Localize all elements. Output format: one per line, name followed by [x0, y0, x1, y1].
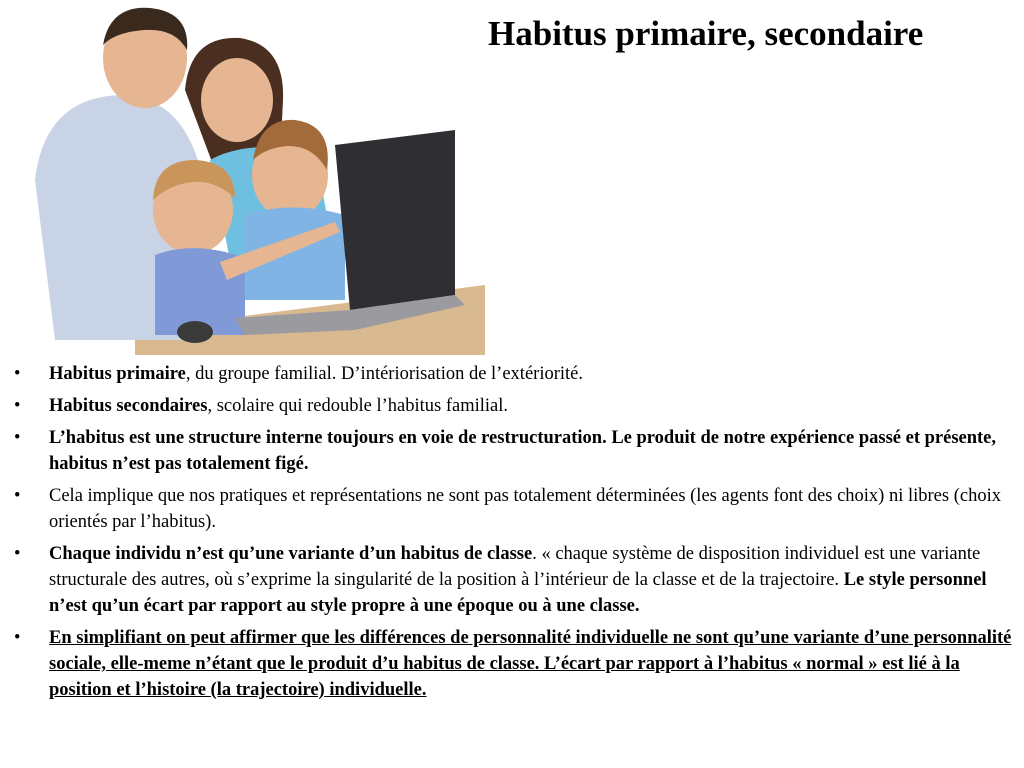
bullet-text: , du groupe familial. D’intériorisation de l’extériorité.	[185, 364, 583, 384]
bullet-list	[14, 361, 1014, 709]
bullet-item	[14, 425, 1014, 477]
bullet-item	[14, 393, 1014, 419]
bullet-item	[14, 625, 1014, 703]
bullet-underlined-text: En simplifiant on peut affirmer que les différences de personnalité individuelle ne sont qu’une variante d’une personnalité sociale, elle-meme n’étant que le produit d’u habitus de classe. L’écart par rapport à l’habitus « normal » est lié à la position et l’histoire (la trajectoire) individuelle.	[49, 628, 1012, 700]
family-laptop-photo-icon	[15, 0, 485, 355]
bullet-bold-text: Chaque individu n’est qu’une variante d’un habitus de classe	[49, 544, 533, 564]
bullet-item	[14, 541, 1014, 619]
bullet-marker: •	[14, 544, 21, 564]
bullet-text: Cela implique que nos pratiques et représentations ne sont pas totalement déterminées (les agents font des choix) ni libres (choix orientés par l’habitus).	[49, 486, 1001, 532]
bullet-marker: •	[14, 396, 21, 416]
bullet-bold-text: L’habitus est une structure interne toujours en voie de restructuration. Le produit de notre expérience passé et présente, habitus n’est pas totalement figé.	[49, 428, 997, 474]
bullet-item	[14, 483, 1014, 535]
bullet-marker: •	[14, 486, 21, 506]
bullet-item	[14, 361, 1014, 387]
bullet-marker: •	[14, 628, 21, 648]
bullet-marker: •	[14, 428, 21, 448]
slide-title: Habitus primaire, secondaire	[488, 14, 924, 53]
bullet-text: . « chaque système de disposition individuel est une variante structurale des autres, où s’exprime la singularité de la position à l’intérieur de la classe et de la trajectoire.	[49, 544, 981, 590]
bullet-text: , scolaire qui redouble l’habitus familial.	[207, 396, 509, 416]
bullet-marker: •	[14, 364, 21, 384]
bullet-bold-text: Habitus primaire	[49, 364, 186, 384]
bullet-bold-text: Habitus secondaires	[49, 396, 208, 416]
bullet-bold-text-2: Le style personnel n’est qu’un écart par rapport au style propre à une époque ou à une classe.	[49, 570, 987, 616]
